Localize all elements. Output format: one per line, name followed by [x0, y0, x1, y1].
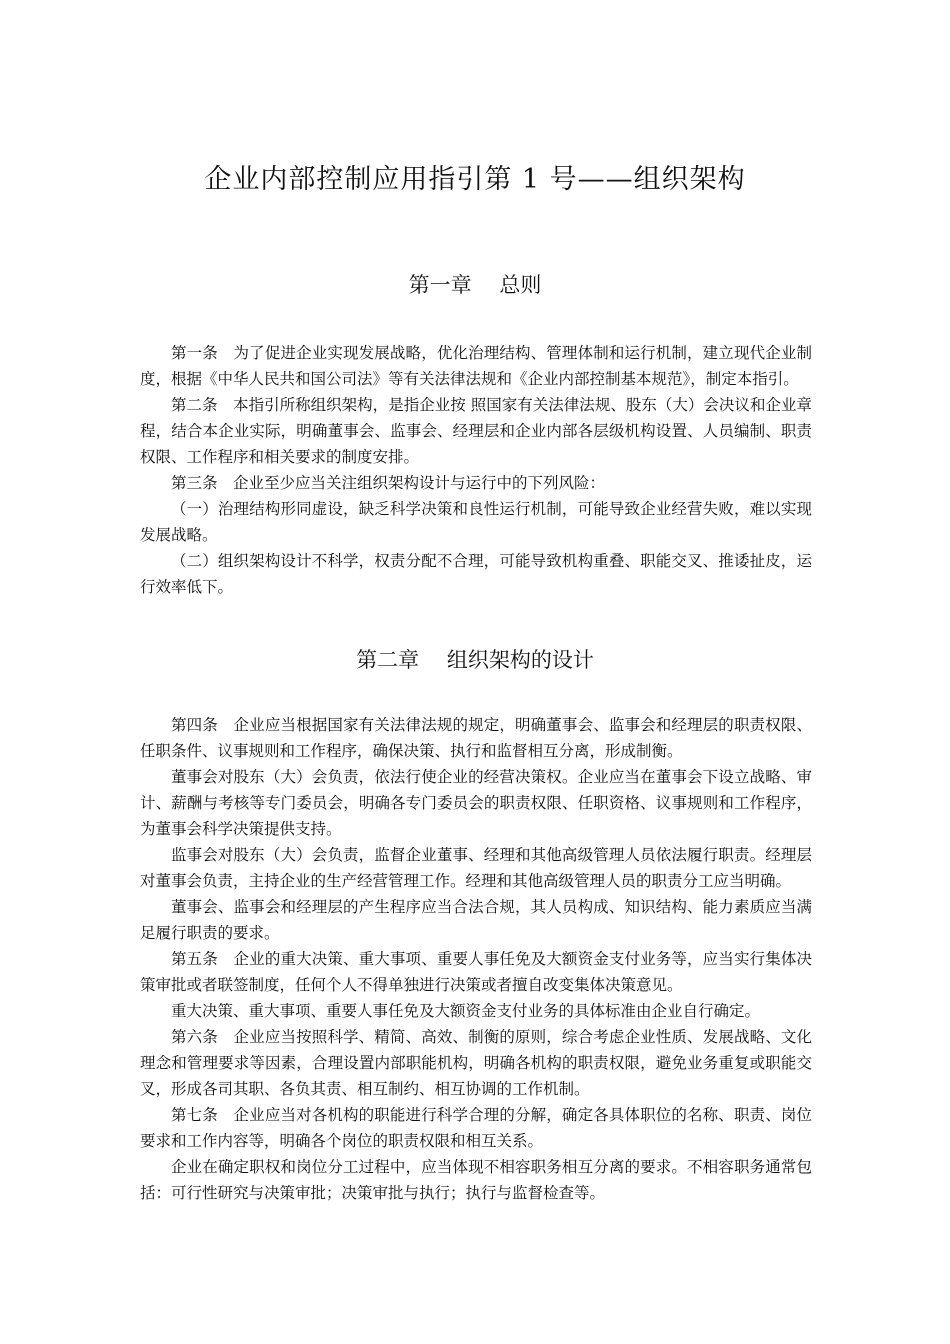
chapter-1-heading: 第一章 总则: [408, 273, 542, 297]
article-5: 第五条 企业的重大决策、重大事项、重要人事任免及大额资金支付业务等，应当实行集体决策审批或者联签制度，任何个人不得单独进行决策或者擅自改变集体决策意见。: [140, 950, 812, 994]
board-paragraph: 董事会对股东（大）会负责，依法行使企业的经营决策权。企业应当在董事会下设立战略、审计、薪酬与考核等专门委员会，明确各专门委员会的职责权限、任职资格、议事规则和工作程序，为董事会科学决策提供支持。: [140, 768, 812, 838]
article-6: 第六条 企业应当按照科学、精简、高效、制衡的原则，综合考虑企业性质、发展战略、文化理念和管理要求等因素，合理设置内部职能机构，明确各机构的职责权限，避免业务重复或职能交叉，形成各司其职、各负其责、相互制约、相互协调的工作机制。: [140, 1028, 812, 1098]
document-title: 企业内部控制应用指引第 1 号——组织架构: [204, 164, 746, 195]
article-5-standards-paragraph: 重大决策、重大事项、重要人事任免及大额资金支付业务的具体标准由企业自行确定。: [171, 1002, 761, 1020]
chapter-2-body: [140, 712, 812, 1206]
incompatible-duties-paragraph: 企业在确定职权和岗位分工过程中，应当体现不相容职务相互分离的要求。不相容职务通常包括：可行性研究与决策审批；决策审批与执行；执行与监督检查等。: [140, 1158, 812, 1202]
article-1: 第一条 为了促进企业实现发展战略，优化治理结构、管理体制和运行机制，建立现代企业制度，根据《中华人民共和国公司法》等有关法律法规和《企业内部控制基本规范》，制定本指引。: [140, 344, 812, 388]
article-2: 第二条 本指引所称组织架构，是指企业按 照国家有关法律法规、股东（大）会决议和企业章程，结合本企业实际，明确董事会、监事会、经理层和企业内部各层级机构设置、人员编制、职责权限、工作程序和相关要求的制度安排。: [140, 396, 812, 466]
chapter-1-body: [140, 340, 812, 600]
chapter-2-heading: 第二章 组织架构的设计: [356, 648, 594, 672]
article-3: 第三条 企业至少应当关注组织架构设计与运行中的下列风险：: [171, 474, 606, 492]
article-7: 第七条 企业应当对各机构的职能进行科学合理的分解，确定各具体职位的名称、职责、岗位要求和工作内容等，明确各个岗位的职责权限和相互关系。: [140, 1106, 812, 1150]
article-3-item-1: （一）治理结构形同虚设，缺乏科学决策和良性运行机制，可能导致企业经营失败，难以实现发展战略。: [140, 500, 812, 544]
governance-composition-paragraph: 董事会、监事会和经理层的产生程序应当合法合规，其人员构成、知识结构、能力素质应当满足履行职责的要求。: [140, 898, 812, 942]
article-4: 第四条 企业应当根据国家有关法律法规的规定，明确董事会、监事会和经理层的职责权限、任职条件、议事规则和工作程序，确保决策、执行和监督相互分离，形成制衡。: [140, 716, 812, 760]
article-3-item-2: （二）组织架构设计不科学，权责分配不合理，可能导致机构重叠、职能交叉、推诿扯皮，运行效率低下。: [140, 552, 812, 596]
supervisory-board-paragraph: 监事会对股东（大）会负责，监督企业董事、经理和其他高级管理人员依法履行职责。经理层对董事会负责，主持企业的生产经营管理工作。经理和其他高级管理人员的职责分工应当明确。: [140, 846, 812, 890]
